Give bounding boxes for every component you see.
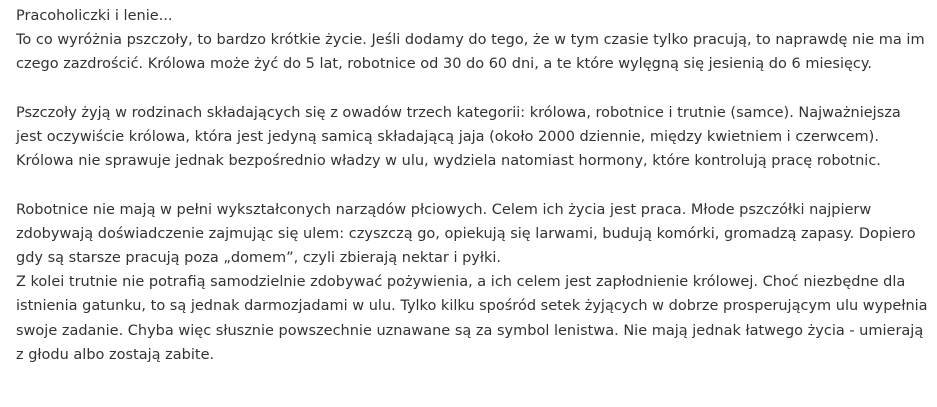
paragraph-lifespan: To co wyróżnia pszczoły, to bardzo krótkie życie. Jeśli dodamy do tego, że w tym czasie tylko pracują, to naprawdę nie ma im czego zazdrościć. Królowa może żyć do 5 lat, robotnice od 30 do 60 dni, a te które wylęgną się jesienią do 6 miesięcy. <box>16 32 925 73</box>
paragraph-workers: Robotnice nie mają w pełni wykształconych narządów płciowych. Celem ich życia jest praca. Młode pszczółki najpierw zdobywają doświadczenie zajmując się ulem: czyszczą go, opiekują się larwami, budują komórki, gromadzą zapasy. Dopiero gdy są starsze pracują poza „domem”, czyli zbierają nektar i pyłki. <box>16 201 916 266</box>
paragraph-colony: Pszczoły żyją w rodzinach składających się z owadów trzech kategorii: królowa, robotnice i trutnie (samce). Najważniejsza jest oczywiście królowa, która jest jedyną samicą składającą jaja (około 2000 dziennie, między kwietniem i czerwcem). Królowa nie sprawuje jednak bezpośrednio władzy w ulu, wydziela natomiast hormony, które kontrolują pracę robotnic. <box>16 104 901 170</box>
article-title: Pracoholiczki i lenie... <box>16 8 173 24</box>
paragraph-drones: Z kolei trutnie nie potrafią samodzielnie zdobywać pożywienia, a ich celem jest zapłodnienie królowej. Choć niezbędne dla istnienia gatunku, to są jednak darmozjadami w ulu. Tylko kilku spośród setek żyjących w dobrze prosperującym ulu wypełnia swoje zadanie. Chyba więc słusznie powszechnie uznawane są za symbol lenistwa. Nie mają jednak łatwego życia - umierają z głodu albo zostają zabite. <box>16 274 928 363</box>
